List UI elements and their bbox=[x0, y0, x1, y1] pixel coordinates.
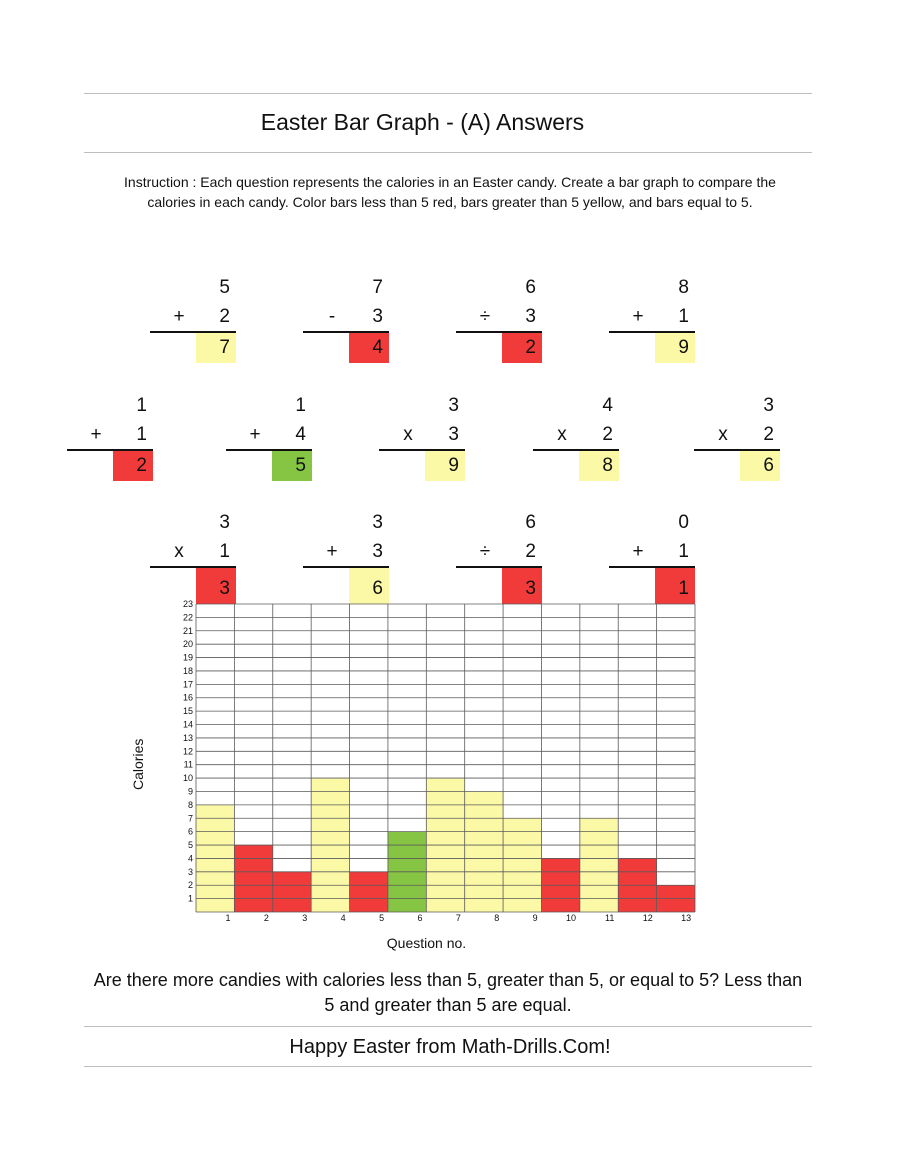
problem-operator: x bbox=[718, 424, 728, 445]
y-tick-label: 1 bbox=[187, 893, 193, 904]
question-answer-text: Are there more candies with calories less than 5, greater than 5, or equal to 5? Less than 5 and greater than 5 are equal. bbox=[93, 970, 803, 1015]
bar bbox=[234, 845, 272, 912]
problem-answer: 5 bbox=[272, 451, 312, 481]
problem-bottom-number: 3 bbox=[448, 424, 459, 445]
y-tick-label: 4 bbox=[187, 853, 193, 864]
problem-answer: 4 bbox=[349, 333, 389, 363]
problem-bottom-number: 1 bbox=[136, 424, 147, 445]
bar bbox=[657, 885, 695, 912]
x-tick-label: 3 bbox=[302, 913, 308, 923]
y-axis-label: Calories bbox=[130, 738, 146, 790]
y-tick-label: 17 bbox=[182, 679, 193, 690]
x-tick-label: 8 bbox=[494, 913, 500, 923]
bar bbox=[541, 858, 579, 912]
problem-answer: 3 bbox=[502, 568, 542, 604]
problem-top-number: 3 bbox=[219, 512, 230, 533]
bar bbox=[503, 818, 541, 912]
math-problem bbox=[303, 277, 389, 359]
problem-top-number: 6 bbox=[525, 512, 536, 533]
math-problem bbox=[379, 395, 465, 477]
x-tick-label: 6 bbox=[417, 913, 423, 923]
y-tick-label: 3 bbox=[187, 866, 193, 877]
x-tick-label: 12 bbox=[642, 913, 653, 923]
problem-answer: 9 bbox=[425, 451, 465, 481]
math-problem bbox=[67, 395, 153, 477]
problem-top-number: 3 bbox=[372, 512, 383, 533]
math-problem bbox=[456, 277, 542, 359]
problem-top-number: 3 bbox=[448, 395, 459, 416]
problem-operator: - bbox=[328, 306, 336, 327]
math-problem bbox=[533, 395, 619, 477]
math-problem bbox=[456, 512, 542, 599]
y-tick-label: 6 bbox=[187, 826, 193, 837]
math-problem bbox=[150, 512, 236, 599]
problem-operator: + bbox=[249, 424, 261, 445]
problem-operator: x bbox=[557, 424, 567, 445]
bar bbox=[350, 872, 388, 912]
problem-top-number: 6 bbox=[525, 277, 536, 298]
y-tick-label: 14 bbox=[182, 719, 193, 730]
bottom-rule bbox=[84, 1066, 812, 1067]
x-tick-label: 1 bbox=[225, 913, 231, 923]
problem-bottom-number: 2 bbox=[602, 424, 613, 445]
problem-answer: 7 bbox=[196, 333, 236, 363]
top-rule bbox=[84, 93, 812, 94]
y-tick-label: 7 bbox=[187, 813, 193, 824]
problem-top-number: 1 bbox=[295, 395, 306, 416]
problem-bottom-number: 1 bbox=[678, 306, 689, 327]
problem-bottom-number: 4 bbox=[295, 424, 306, 445]
problem-top-number: 5 bbox=[219, 277, 230, 298]
problem-bottom-number: 2 bbox=[525, 541, 536, 562]
x-tick-label: 13 bbox=[681, 913, 692, 923]
y-tick-label: 5 bbox=[187, 840, 193, 851]
math-problem bbox=[694, 395, 780, 477]
problem-answer: 6 bbox=[349, 568, 389, 604]
y-tick-label: 15 bbox=[182, 706, 193, 717]
problem-operator: + bbox=[173, 306, 185, 327]
instruction-text: Instruction : Each question represents the calories in an Easter candy. Create a bar graph to compare the calories in each candy. Color bars less than 5 red, bars greater than 5 yellow, and bars equal to 5. bbox=[124, 174, 776, 210]
problem-bottom-number: 1 bbox=[219, 541, 230, 562]
footer-text: Happy Easter from Math-Drills.Com! bbox=[289, 1036, 611, 1058]
problem-bottom-number: 2 bbox=[763, 424, 774, 445]
y-tick-label: 20 bbox=[182, 639, 193, 650]
x-tick-label: 11 bbox=[605, 913, 615, 923]
problem-top-number: 0 bbox=[678, 512, 689, 533]
y-tick-label: 18 bbox=[182, 665, 193, 676]
problem-bottom-number: 3 bbox=[525, 306, 536, 327]
bar bbox=[311, 778, 349, 912]
bar bbox=[426, 778, 464, 912]
question-rule bbox=[84, 1026, 812, 1027]
x-axis-label: Question no. bbox=[386, 935, 467, 951]
math-problem bbox=[609, 277, 695, 359]
problem-answer: 1 bbox=[655, 568, 695, 604]
x-tick-label: 4 bbox=[340, 913, 346, 923]
problem-operator: + bbox=[632, 306, 644, 327]
y-tick-label: 8 bbox=[187, 799, 193, 810]
y-tick-label: 22 bbox=[182, 612, 193, 623]
y-tick-label: 11 bbox=[183, 759, 193, 770]
y-tick-label: 21 bbox=[182, 625, 193, 636]
x-tick-label: 7 bbox=[455, 913, 461, 923]
y-tick-label: 2 bbox=[187, 880, 193, 891]
problem-bottom-number: 2 bbox=[219, 306, 230, 327]
problem-answer: 2 bbox=[113, 451, 153, 481]
problem-bottom-number: 1 bbox=[678, 541, 689, 562]
page-title: Easter Bar Graph - (A) Answers bbox=[260, 109, 585, 135]
problem-answer: 6 bbox=[740, 451, 780, 481]
problem-top-number: 1 bbox=[136, 395, 147, 416]
bar bbox=[273, 872, 311, 912]
bar bbox=[618, 858, 656, 912]
y-tick-label: 16 bbox=[182, 692, 193, 703]
problem-top-number: 7 bbox=[372, 277, 383, 298]
problem-answer: 8 bbox=[579, 451, 619, 481]
math-problem bbox=[226, 395, 312, 477]
problem-answer: 2 bbox=[502, 333, 542, 363]
bar bbox=[580, 818, 618, 912]
y-tick-label: 13 bbox=[182, 732, 193, 743]
problem-top-number: 4 bbox=[602, 395, 613, 416]
problem-top-number: 3 bbox=[763, 395, 774, 416]
x-tick-label: 2 bbox=[263, 913, 269, 923]
problem-bottom-number: 3 bbox=[372, 541, 383, 562]
problem-answer: 3 bbox=[196, 568, 236, 604]
problem-operator: x bbox=[403, 424, 413, 445]
math-problem bbox=[303, 512, 389, 599]
bar bbox=[388, 832, 426, 912]
problem-operator: + bbox=[326, 541, 338, 562]
title-rule bbox=[84, 152, 812, 153]
y-tick-label: 12 bbox=[182, 746, 193, 757]
bar bbox=[196, 805, 234, 912]
y-tick-label: 10 bbox=[182, 773, 193, 784]
problem-operator: + bbox=[632, 541, 644, 562]
bar bbox=[465, 791, 503, 912]
problem-answer: 9 bbox=[655, 333, 695, 363]
y-tick-label: 9 bbox=[187, 786, 193, 797]
problem-bottom-number: 3 bbox=[372, 306, 383, 327]
y-tick-label: 19 bbox=[182, 652, 193, 663]
problem-top-number: 8 bbox=[678, 277, 689, 298]
x-tick-label: 9 bbox=[532, 913, 538, 923]
math-problem bbox=[150, 277, 236, 359]
problem-operator: x bbox=[174, 541, 184, 562]
y-tick-label: 23 bbox=[182, 599, 193, 609]
x-tick-label: 5 bbox=[379, 913, 385, 923]
problem-operator: ÷ bbox=[479, 541, 491, 562]
x-tick-label: 10 bbox=[565, 913, 577, 923]
problem-operator: ÷ bbox=[479, 306, 491, 327]
problem-operator: + bbox=[90, 424, 102, 445]
math-problem bbox=[609, 512, 695, 599]
